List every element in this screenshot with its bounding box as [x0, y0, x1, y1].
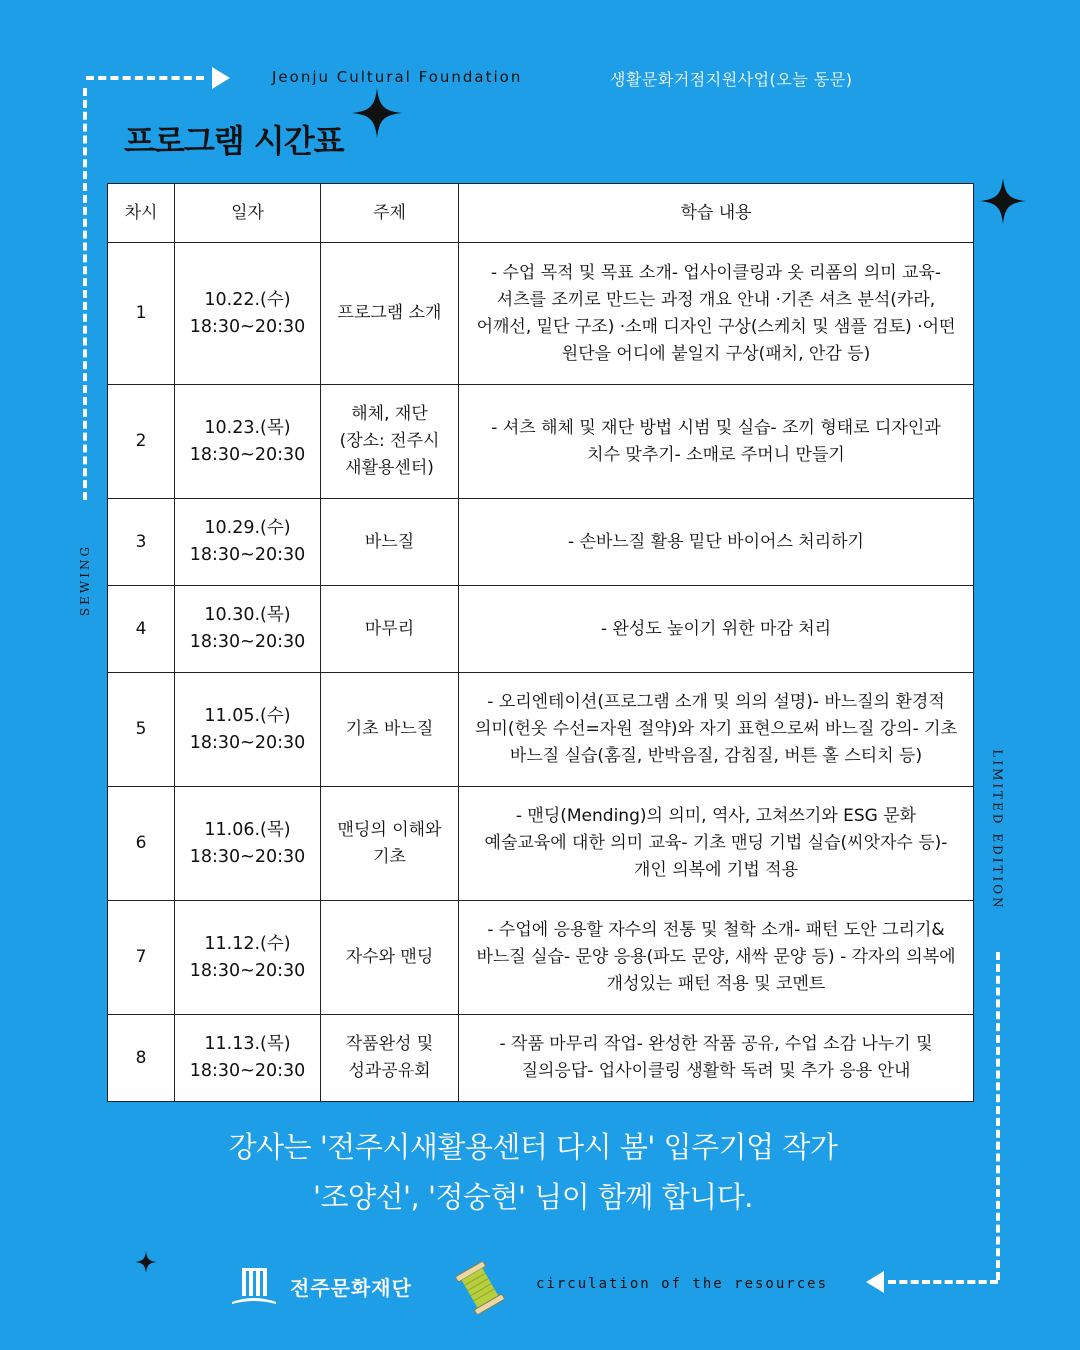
- table-row: [108, 586, 974, 673]
- session-content: - 수업 목적 및 목표 소개- 업사이클링과 옷 리폼의 의미 교육- 셔츠를 조끼로 만드는 과정 개요 안내 ·기존 셔츠 분석(카라, 어깨선, 밑단 구조) ·소매 디자인 구상(스케치 및 샘플 검토) ·어떤 원단을 어디에 붙일지 구상(패치, 안감 등): [459, 243, 974, 385]
- table-row: [108, 243, 974, 385]
- session-topic: 해체, 재단 (장소: 전주시 새활용센터): [321, 385, 459, 499]
- instructor-message-line1: 강사는 '전주시새활용센터 다시 봄' 입주기업 작가: [228, 1130, 838, 1164]
- session-content: - 맨딩(Mending)의 의미, 역사, 고쳐쓰기와 ESG 문화 예술교육에 대한 의미 교육- 기초 맨딩 기법 실습(씨앗자수 등)- 개인 의복에 기법 적용: [459, 787, 974, 901]
- header-content: 학습 내용: [459, 184, 974, 243]
- session-date: 11.06.(목) 18:30~20:30: [175, 787, 321, 901]
- session-topic: 자수와 맨딩: [321, 901, 459, 1015]
- session-content: - 손바느질 활용 밑단 바이어스 처리하기: [459, 499, 974, 586]
- session-topic: 프로그램 소개: [321, 243, 459, 385]
- frame-bottom-dash: [888, 1280, 998, 1284]
- header-topic: 주제: [321, 184, 459, 243]
- session-number: 4: [108, 586, 175, 673]
- session-content: - 셔츠 해체 및 재단 방법 시범 및 실습- 조끼 형태로 디자인과 치수 맞추기- 소매로 주머니 만들기: [459, 385, 974, 499]
- frame-right-dash: [996, 952, 1000, 1280]
- table-row: [108, 787, 974, 901]
- frame-left-dash: [83, 88, 87, 500]
- foundation-logo-icon: [230, 1268, 278, 1306]
- session-number: 2: [108, 385, 175, 499]
- session-number: 8: [108, 1015, 175, 1102]
- table-row: [108, 385, 974, 499]
- session-date: 10.30.(목) 18:30~20:30: [175, 586, 321, 673]
- instructor-message-line2: '조양선', '정숭현' 님이 함께 합니다.: [313, 1180, 753, 1214]
- session-number: 1: [108, 243, 175, 385]
- session-topic: 기초 바느질: [321, 673, 459, 787]
- session-topic: 맨딩의 이해와 기초: [321, 787, 459, 901]
- session-number: 5: [108, 673, 175, 787]
- session-topic: 마무리: [321, 586, 459, 673]
- header-session: 차시: [108, 184, 175, 243]
- session-content: - 오리엔테이션(프로그램 소개 및 의의 설명)- 바느질의 환경적 의미(헌옷 수선=자원 절약)와 자기 표현으로써 바느질 강의- 기초 바느질 실습(홈질, 반박음질, 감침질, 버튼 홀 스티치 등): [459, 673, 974, 787]
- frame-top-dash: [86, 76, 204, 80]
- instructor-message: [100, 1122, 966, 1222]
- table-row: [108, 673, 974, 787]
- header-date: 일자: [175, 184, 321, 243]
- session-content: - 수업에 응용할 자수의 전통 및 철학 소개- 패턴 도안 그리기& 바느질 실습- 문양 응용(파도 문양, 새싹 문양 등) - 각자의 의복에 개성있는 패턴 적용 및 코멘트: [459, 901, 974, 1015]
- sparkle-icon: [135, 1251, 157, 1273]
- thread-spool-icon: [456, 1262, 504, 1314]
- session-number: 7: [108, 901, 175, 1015]
- session-date: 11.05.(수) 18:30~20:30: [175, 673, 321, 787]
- session-date: 10.29.(수) 18:30~20:30: [175, 499, 321, 586]
- side-label-limited-edition: LIMITED EDITION: [991, 749, 1006, 911]
- session-date: 10.23.(목) 18:30~20:30: [175, 385, 321, 499]
- table-header-row: [108, 184, 974, 243]
- side-label-sewing: SEWING: [78, 543, 93, 617]
- page-title: 프로그램 시간표: [124, 122, 344, 160]
- session-number: 6: [108, 787, 175, 901]
- session-date: 11.13.(목) 18:30~20:30: [175, 1015, 321, 1102]
- schedule-table: [107, 183, 974, 1102]
- tagline-en: circulation of the resources: [536, 1276, 829, 1292]
- table-row: [108, 1015, 974, 1102]
- session-date: 11.12.(수) 18:30~20:30: [175, 901, 321, 1015]
- sparkle-icon: [980, 178, 1026, 224]
- frame-right-arrow-icon: [212, 67, 230, 89]
- sparkle-icon: [352, 88, 402, 138]
- project-name-ko: 생활문화거점지원사업(오늘 동문): [610, 70, 853, 89]
- foundation-logo-text: 전주문화재단: [290, 1276, 412, 1300]
- session-number: 3: [108, 499, 175, 586]
- frame-left-arrow-icon: [866, 1271, 884, 1293]
- foundation-name-en: Jeonju Cultural Foundation: [272, 68, 523, 86]
- session-topic: 작품완성 및 성과공유회: [321, 1015, 459, 1102]
- table-row: [108, 499, 974, 586]
- session-content: - 완성도 높이기 위한 마감 처리: [459, 586, 974, 673]
- table-row: [108, 901, 974, 1015]
- session-topic: 바느질: [321, 499, 459, 586]
- session-content: - 작품 마무리 작업- 완성한 작품 공유, 수업 소감 나누기 및 질의응답- 업사이클링 생활학 독려 및 추가 응용 안내: [459, 1015, 974, 1102]
- session-date: 10.22.(수) 18:30~20:30: [175, 243, 321, 385]
